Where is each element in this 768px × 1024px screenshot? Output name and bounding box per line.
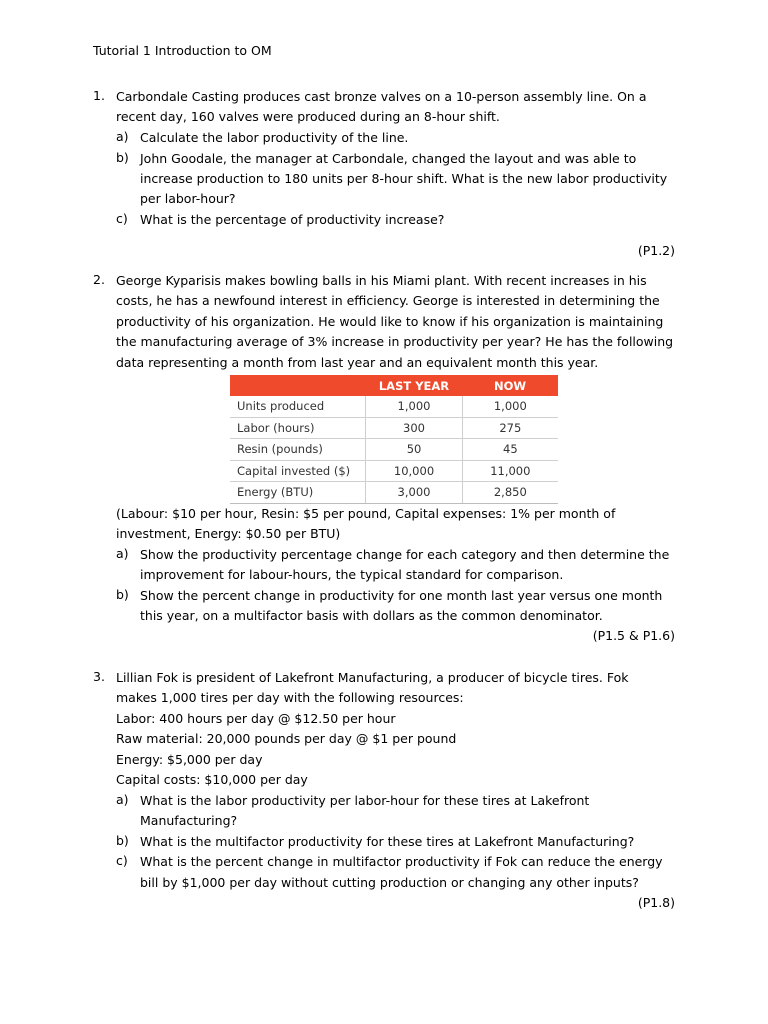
table-row xyxy=(230,417,558,439)
part-label: b) xyxy=(116,587,129,602)
question-text-line: Capital costs: $10,000 per day xyxy=(116,772,308,787)
part-text-line: What is the percentage of productivity increase? xyxy=(140,212,445,227)
table-cell: 50 xyxy=(366,439,462,461)
part-text-line: What is the percent change in multifactor productivity if Fok can reduce the energy xyxy=(140,854,663,869)
table-header-cell xyxy=(230,375,366,396)
question-number: 1. xyxy=(93,88,105,103)
question-text-line: costs, he has a newfound interest in efficiency. George is interested in determining the xyxy=(116,293,660,308)
part-text-line: Show the productivity percentage change for each category and then determine the xyxy=(140,547,670,562)
part-text-line: bill by $1,000 per day without cutting production or changing any other inputs? xyxy=(140,875,639,890)
question-text-line: Labor: 400 hours per day @ $12.50 per hour xyxy=(116,711,396,726)
table-cell: 3,000 xyxy=(366,482,462,504)
question-text-line: productivity of his organization. He would like to know if his organization is maintaining xyxy=(116,314,664,329)
page-header: Tutorial 1 Introduction to OM xyxy=(93,43,272,58)
part-text-line: Show the percent change in productivity for one month last year versus one month xyxy=(140,588,663,603)
part-text-line: improvement for labour-hours, the typical standard for comparison. xyxy=(140,567,564,582)
table-cell: 1,000 xyxy=(462,396,558,417)
part-text-line: What is the labor productivity per labor-hour for these tires at Lakefront xyxy=(140,793,590,808)
part-text-line: Manufacturing? xyxy=(140,813,238,828)
question-text-line: Carbondale Casting produces cast bronze valves on a 10-person assembly line. On a xyxy=(116,89,647,104)
part-label: b) xyxy=(116,150,129,165)
cost-note-line: investment, Energy: $0.50 per BTU) xyxy=(116,526,341,541)
problem-reference: (P1.5 & P1.6) xyxy=(592,628,675,643)
table-cell: Labor (hours) xyxy=(230,417,366,439)
part-text-line: What is the multifactor productivity for these tires at Lakefront Manufacturing? xyxy=(140,834,635,849)
question-number: 3. xyxy=(93,669,105,684)
part-text-line: this year, on a multifactor basis with dollars as the common denominator. xyxy=(140,608,603,623)
question-number: 2. xyxy=(93,272,105,287)
part-label: b) xyxy=(116,833,129,848)
table-cell: Units produced xyxy=(230,396,366,417)
table-cell: 300 xyxy=(366,417,462,439)
table-cell: 275 xyxy=(462,417,558,439)
table-header-cell: LAST YEAR xyxy=(366,375,462,396)
part-label: a) xyxy=(116,546,129,561)
question-text-line: Raw material: 20,000 pounds per day @ $1 per pound xyxy=(116,731,457,746)
part-text-line: Calculate the labor productivity of the line. xyxy=(140,130,409,145)
table-cell: Capital invested ($) xyxy=(230,460,366,482)
question-text-line: recent day, 160 valves were produced during an 8-hour shift. xyxy=(116,109,500,124)
table-row xyxy=(230,460,558,482)
part-label: a) xyxy=(116,129,129,144)
table-row xyxy=(230,439,558,461)
productivity-data-table xyxy=(230,375,558,504)
table-cell: Resin (pounds) xyxy=(230,439,366,461)
question-text-line: makes 1,000 tires per day with the following resources: xyxy=(116,690,464,705)
table-cell: Energy (BTU) xyxy=(230,482,366,504)
part-text-line: increase production to 180 units per 8-hour shift. What is the new labor productivity xyxy=(140,171,668,186)
table-cell: 11,000 xyxy=(462,460,558,482)
table-row xyxy=(230,396,558,417)
question-text-line: Lillian Fok is president of Lakefront Manufacturing, a producer of bicycle tires. Fok xyxy=(116,670,629,685)
problem-reference: (P1.8) xyxy=(637,895,675,910)
part-text-line: John Goodale, the manager at Carbondale, changed the layout and was able to xyxy=(140,151,637,166)
question-text-line: the manufacturing average of 3% increase in productivity per year? He has the following xyxy=(116,334,674,349)
table-cell: 1,000 xyxy=(366,396,462,417)
table-header-cell: NOW xyxy=(462,375,558,396)
table-cell: 2,850 xyxy=(462,482,558,504)
table-row xyxy=(230,482,558,504)
problem-reference: (P1.2) xyxy=(637,243,675,258)
table-header-row xyxy=(230,375,558,396)
part-label: c) xyxy=(116,853,128,868)
part-label: c) xyxy=(116,211,128,226)
question-text-line: Energy: $5,000 per day xyxy=(116,752,263,767)
cost-note-line: (Labour: $10 per hour, Resin: $5 per pound, Capital expenses: 1% per month of xyxy=(116,506,616,521)
part-label: a) xyxy=(116,792,129,807)
question-text-line: data representing a month from last year and an equivalent month this year. xyxy=(116,355,599,370)
table-cell: 45 xyxy=(462,439,558,461)
part-text-line: per labor-hour? xyxy=(140,191,236,206)
question-text-line: George Kyparisis makes bowling balls in his Miami plant. With recent increases in his xyxy=(116,273,647,288)
table-cell: 10,000 xyxy=(366,460,462,482)
